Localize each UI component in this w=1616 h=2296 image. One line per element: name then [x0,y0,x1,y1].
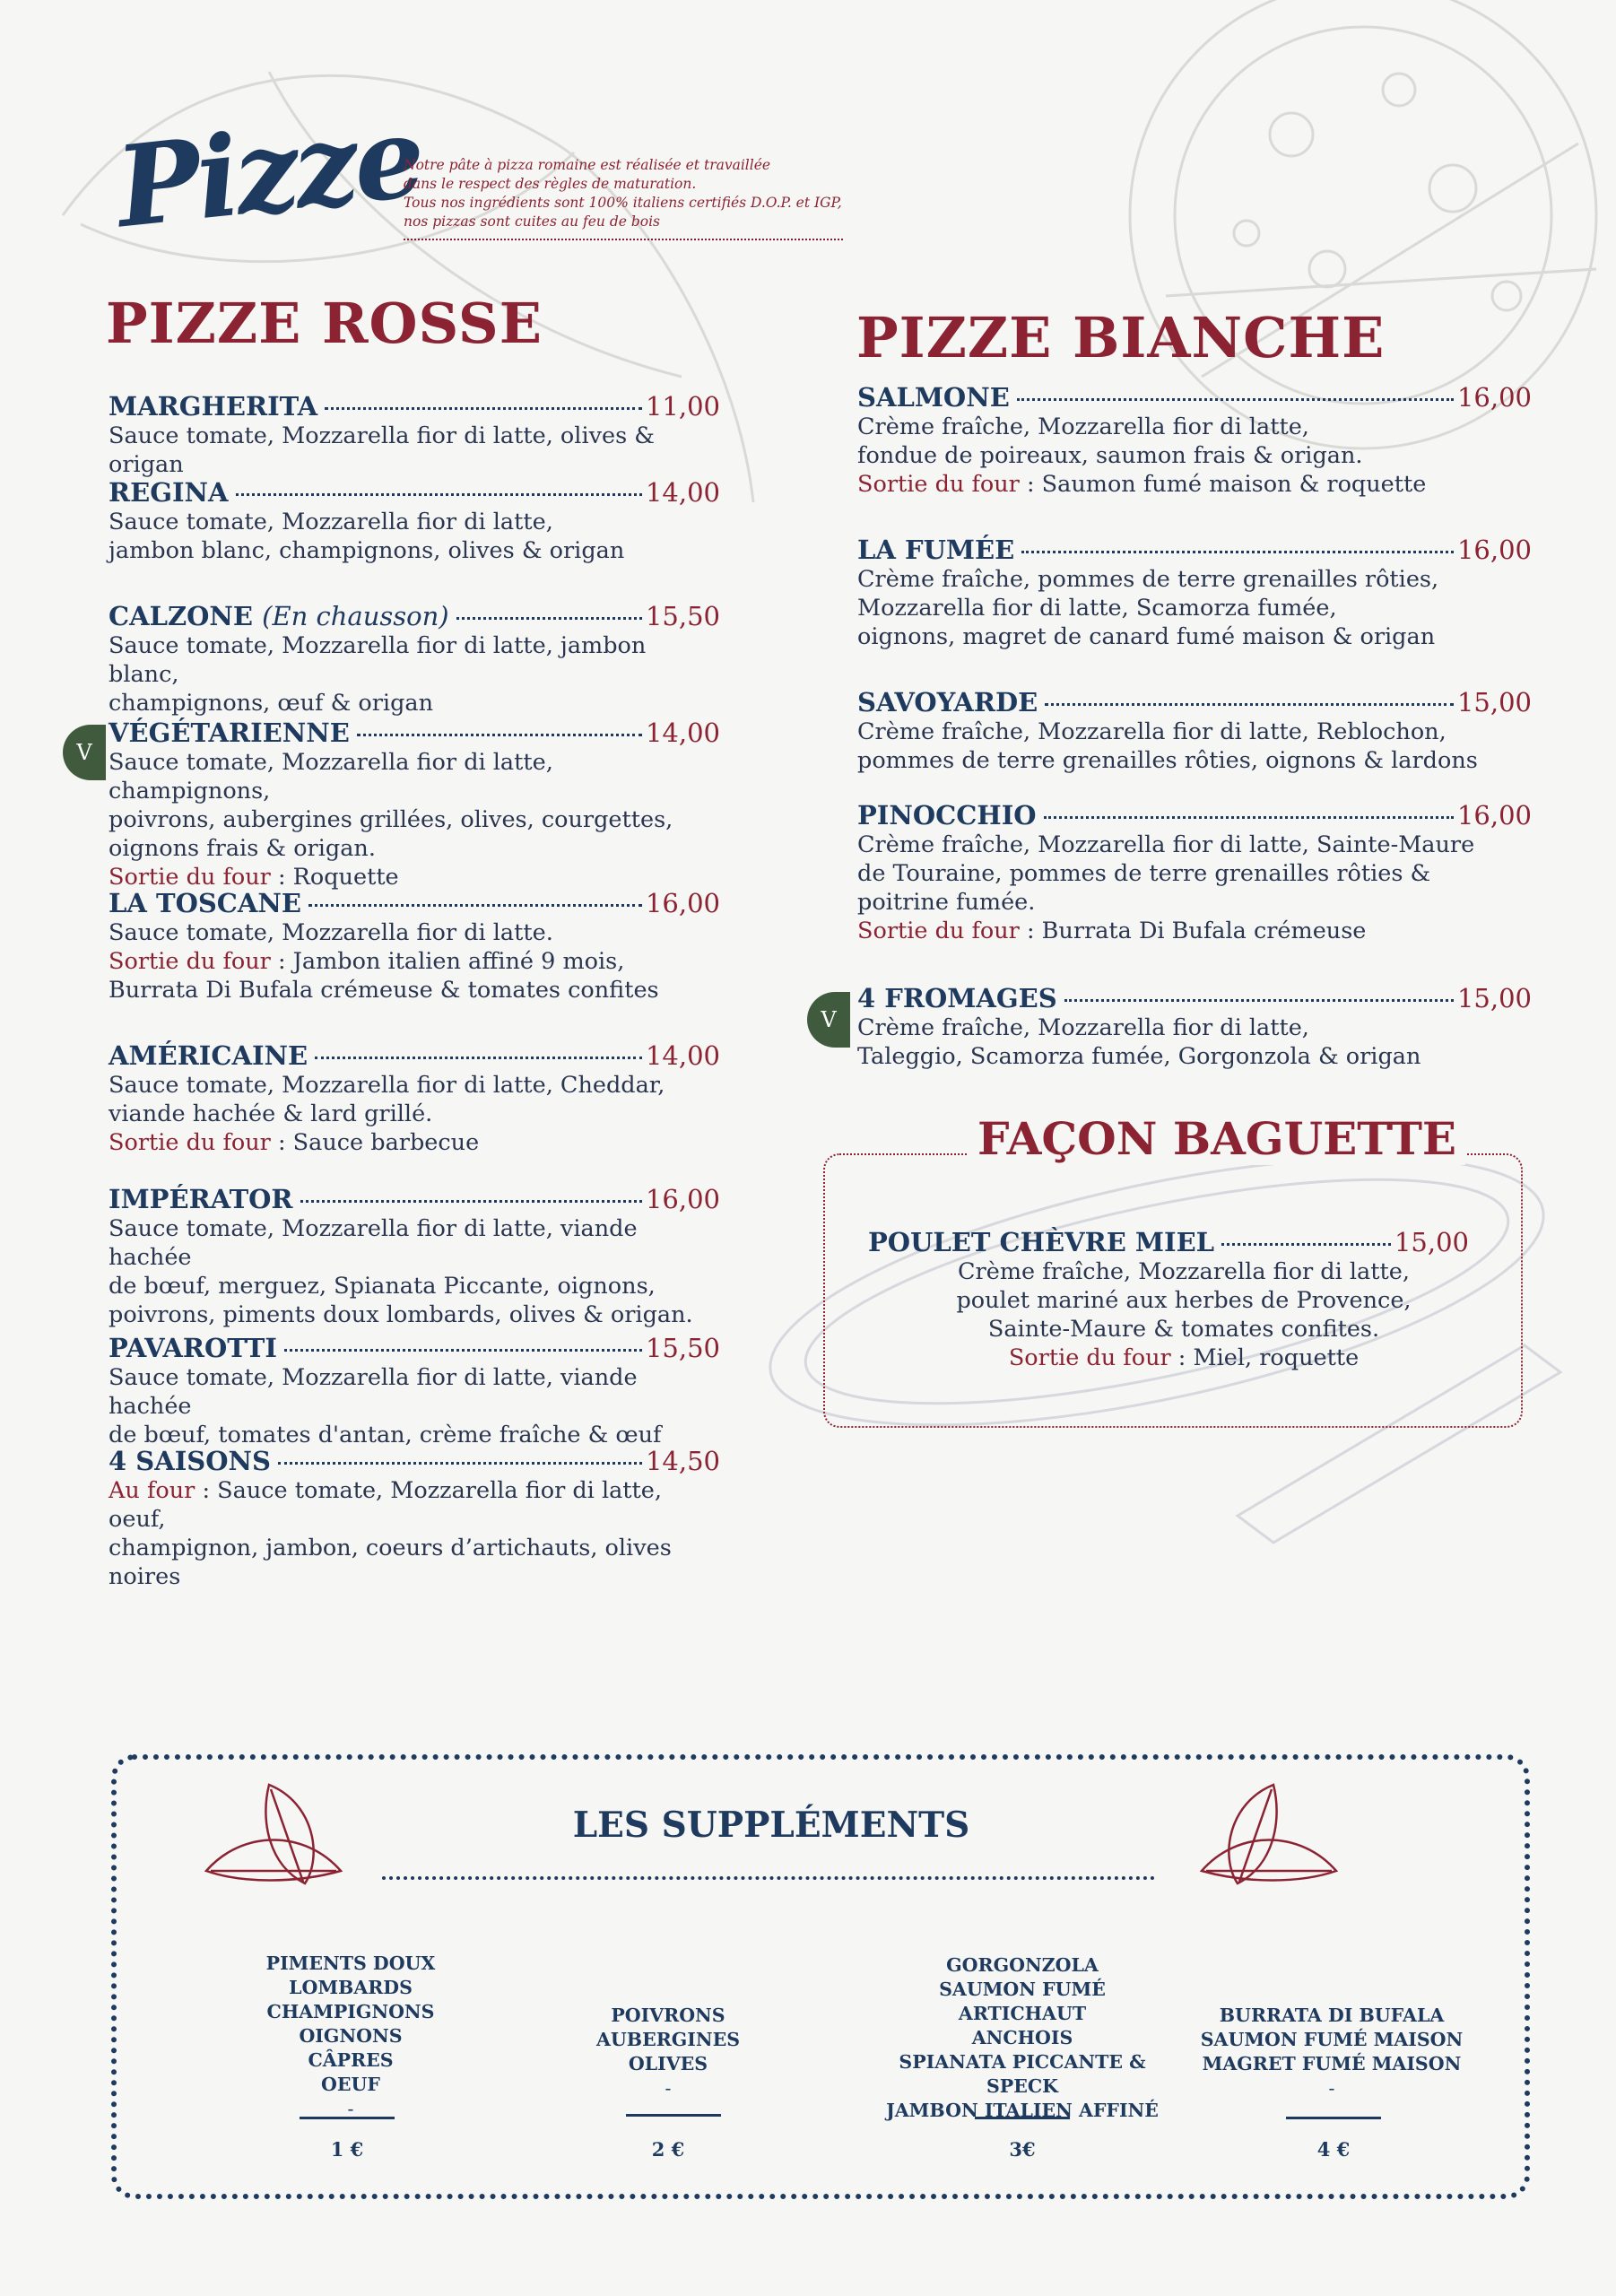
menu-item-pinocchio [857,800,1532,945]
dot-leader [1221,1243,1391,1246]
item-description: Crème fraîche, Mozzarella fior di latte, fondue de poireaux, saumon frais & origan. [857,413,1363,469]
price-divider [975,2117,1070,2119]
item-sortie: Sortie du four : Roquette [109,864,399,891]
dot-leader [456,617,642,620]
intro-divider [404,239,843,240]
supplement-group-3: GORGONZOLA SAUMON FUMÉ ARTICHAUT ANCHOIS SPIANATA PICCANTE & SPECK JAMBON ITALIEN AFFINÉ [886,1954,1159,2121]
supplements-divider [382,1876,1155,1880]
item-price: 15,00 [1394,1227,1469,1257]
item-price: 15,50 [645,1333,720,1363]
item-name: MARGHERITA [109,391,318,422]
item-sortie: Sortie du four : Miel, roquette [1008,1344,1360,1371]
dot-leader [278,1462,642,1465]
vegetarian-badge-icon: V [63,725,106,780]
menu-item-americaine [109,1040,720,1157]
item-description: Sauce tomate, Mozzarella fior di latte, viande hachée de bœuf, merguez, Spianata Piccante, oignons, poivrons, piments doux lombards, olives & origan. [109,1215,693,1328]
supplement-group-4: BURRATA DI BUFALA SAUMON FUMÉ MAISON MAGRET FUMÉ MAISON - [1200,2005,1464,2099]
item-name: 4 SAISONS [109,1446,271,1476]
item-description: Sauce tomate, Mozzarella fior di latte, olives & origan [109,422,655,478]
item-price: 14,50 [645,1446,720,1476]
dot-leader [1021,551,1454,553]
item-price: 11,00 [645,391,720,422]
item-price: 15,50 [645,601,720,631]
menu-item-pavarotti [109,1333,720,1449]
intro-text: Notre pâte à pizza romaine est réalisée et travaillée dans le respect des règles de maturation. Tous nos ingrédients sont 100% italiens certifiés D.O.P. et IGP, nos pizzas sont cuites au feu de bois [404,157,842,230]
item-description: Sauce tomate, Mozzarella fior di latte, jambon blanc, champignons, olives & origan [109,509,625,564]
item-sortie: Sortie du four : Sauce barbecue [109,1129,480,1156]
item-sortie: Sortie du four : Saumon fumé maison & roquette [857,471,1427,498]
menu-item-savoyarde [857,687,1532,775]
menu-item-margherita [109,391,720,479]
supplements-title: LES SUPPLÉMENTS [572,1805,970,1846]
item-name: SAVOYARDE [857,687,1038,718]
menu-item-4-fromages [857,983,1532,1071]
item-price: 16,00 [645,888,720,918]
supplement-price-2: 2 € [651,2138,685,2161]
menu-item-salmone [857,382,1532,499]
menu-item-regina [109,477,720,565]
item-description: Sauce tomate, Mozzarella fior di latte, champignons, poivrons, aubergines grillées, olives, courgettes, oignons frais & origan. [109,749,673,862]
menu-item-la-fumee [857,535,1532,651]
supplement-price-3: 3€ [1009,2138,1036,2161]
section-title-baguette: FAÇON BAGUETTE [969,1112,1465,1165]
item-price: 14,00 [645,1040,720,1071]
item-description: Sauce tomate, Mozzarella fior di latte, jambon blanc, champignons, œuf & origan [109,632,647,717]
item-description: Au four : Sauce tomate, Mozzarella fior di latte, oeuf, champignon, jambon, coeurs d’artichauts, olives noires [109,1477,672,1590]
item-name: 4 FROMAGES [857,983,1057,1013]
item-subtitle: (En chausson) [262,601,449,631]
item-price: 16,00 [645,1184,720,1214]
section-title-bianche: PIZZE BIANCHE [856,305,1386,370]
menu-item-la-toscane [109,888,720,1004]
item-name: REGINA [109,477,229,508]
dot-leader [1044,816,1454,819]
dot-leader [1017,398,1454,401]
menu-item-calzone [109,601,720,718]
item-description: Crème fraîche, Mozzarella fior di latte, Sainte-Maure de Touraine, pommes de terre grenailles rôties & poitrine fumée. [857,831,1475,916]
item-description: Crème fraîche, Mozzarella fior di latte, Reblochon, pommes de terre grenailles rôties, oignons & lardons [857,718,1478,774]
item-description: Crème fraîche, Mozzarella fior di latte, Taleggio, Scamorza fumée, Gorgonzola & origan [857,1014,1421,1070]
dot-leader [1045,703,1454,706]
item-description: Sauce tomate, Mozzarella fior di latte. [109,919,553,946]
item-price: 16,00 [1456,535,1532,565]
item-price: 15,00 [1456,687,1532,718]
menu-item-4-saisons [109,1446,720,1591]
item-description: Crème fraîche, Mozzarella fior di latte, poulet mariné aux herbes de Provence, Sainte-Maure & tomates confites. Sortie du four : Miel, roquette [897,1257,1471,1372]
item-description: Sauce tomate, Mozzarella fior di latte, Cheddar, viande hachée & lard grillé. [109,1072,665,1127]
vegetarian-badge-icon: V [807,992,850,1048]
menu-item-imperator [109,1184,720,1329]
item-name: AMÉRICAINE [109,1040,308,1071]
item-description: Crème fraîche, pommes de terre grenailles rôties, Mozzarella fior di latte, Scamorza fumée, oignons, magret de canard fumé maison & origan [857,566,1439,650]
item-price: 14,00 [645,718,720,748]
item-sortie: Sortie du four : Burrata Di Bufala crémeuse [857,918,1367,944]
item-sortie: Sortie du four : Jambon italien affiné 9 mois, Burrata Di Bufala crémeuse & tomates confites [109,948,659,1004]
item-name: POULET CHÈVRE MIEL [868,1227,1215,1257]
item-price: 15,00 [1456,983,1532,1013]
dot-leader [284,1349,642,1352]
item-name: SALMONE [857,382,1010,413]
item-name: LA FUMÉE [857,535,1015,565]
dot-leader [325,407,642,410]
item-description: Sauce tomate, Mozzarella fior di latte, viande hachée de bœuf, tomates d'antan, crème fraîche & œuf [109,1364,662,1448]
menu-item-vegetarienne [109,718,720,891]
pizze-logo: Pizze [110,91,428,254]
item-name: PAVAROTTI [109,1333,277,1363]
dot-leader [308,904,642,907]
price-divider [1286,2117,1381,2119]
item-name: VÉGÉTARIENNE [109,718,350,748]
supplement-price-4: 4 € [1316,2138,1351,2161]
supplement-price-1: 1 € [330,2138,364,2161]
item-price: 16,00 [1456,382,1532,413]
dot-leader [236,493,642,496]
item-name: CALZONE (En chausson) [109,601,449,631]
price-divider [626,2114,721,2117]
dot-leader [357,734,642,736]
dot-leader [315,1057,642,1059]
supplement-group-1: PIMENTS DOUX LOMBARDS CHAMPIGNONS OIGNONS CÂPRES OEUF - [265,1952,436,2119]
dot-leader [1064,999,1454,1002]
item-name: IMPÉRATOR [109,1184,293,1214]
item-price: 16,00 [1456,800,1532,831]
item-name: PINOCCHIO [857,800,1037,831]
pizza-sketch [1130,0,1596,448]
section-title-rosse: PIZZE ROSSE [106,291,543,356]
supplement-group-2: POIVRONS AUBERGINES OLIVES - [595,2005,741,2099]
menu-item-poulet-chevre-miel [868,1227,1469,1257]
item-name: LA TOSCANE [109,888,301,918]
item-price: 14,00 [645,477,720,508]
dot-leader [300,1200,642,1203]
price-divider [300,2117,395,2119]
